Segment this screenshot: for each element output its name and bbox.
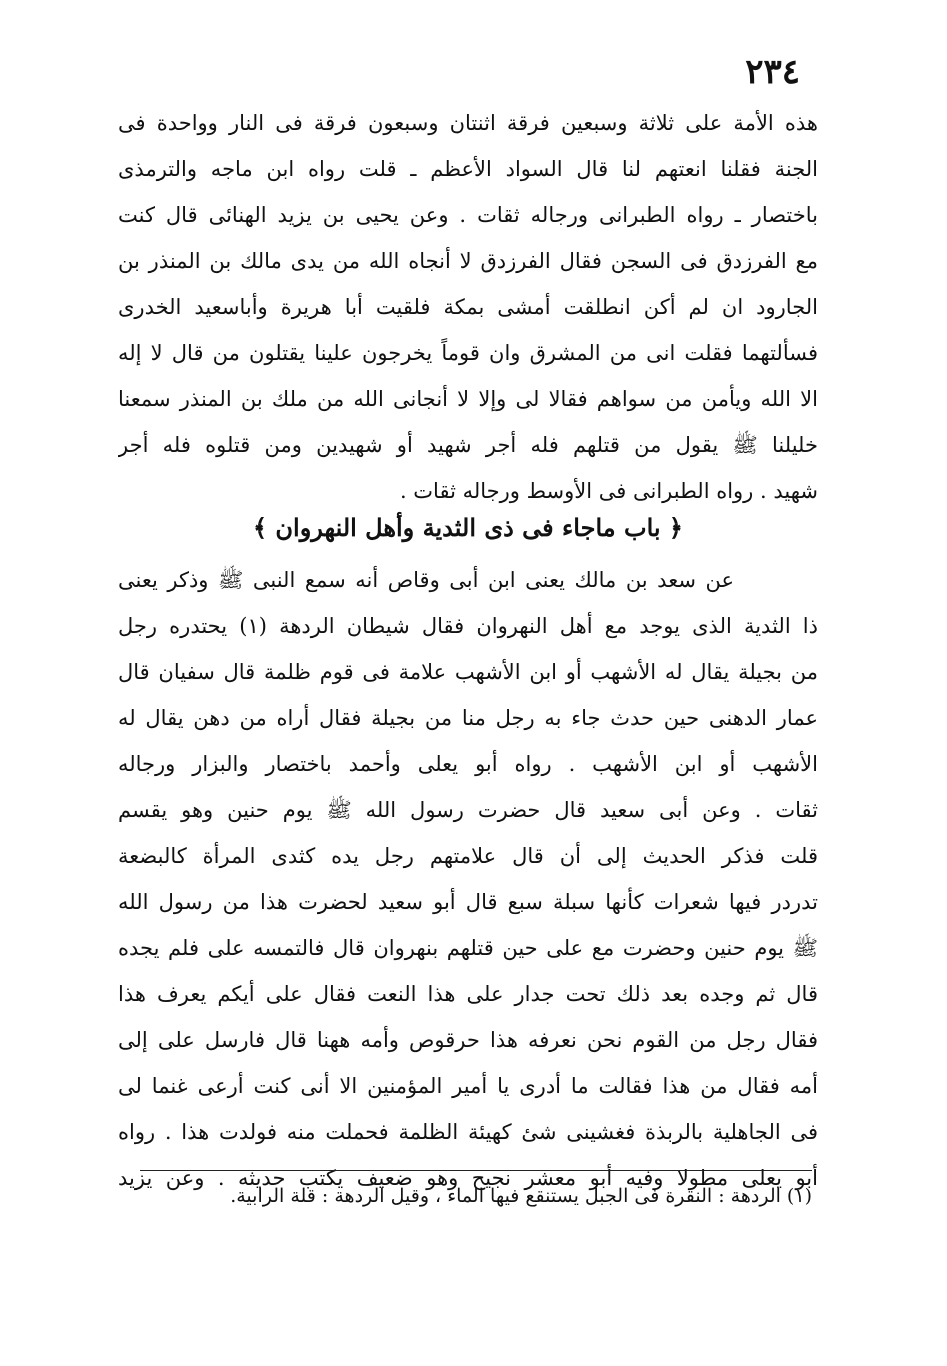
- text-block-top: [118, 100, 818, 514]
- text-line: أبو يعلى مطولا وفيه أبو معشر نجيح وهو ضعيف يكتب حديثه . وعن يزيد: [118, 1166, 818, 1190]
- text-line: هذه الأمة على ثلاثة وسبعين فرقة اثنتان وسبعون فرقة فى النار وواحدة فى: [118, 111, 818, 135]
- text-line: مع الفرزدق فى السجن فقال الفرزدق لا أنجاه الله من يدى مالك بن المنذر بن: [118, 249, 818, 273]
- text-block-chapter: [118, 557, 818, 1201]
- text-line: الجنة فقلنا انعتهم لنا قال السواد الأعظم ـ قلت رواه ابن ماجه والترمذى: [118, 157, 818, 181]
- page-number: ٢٣٤: [745, 52, 800, 92]
- chapter-heading: ﴿ باب ماجاء فى ذى الثدية وأهل النهروان ﴾: [253, 513, 683, 542]
- text-line: فقال رجل من القوم نحن نعرفه هذا حرقوص وأمه ههنا قال فارسل على إلى: [118, 1028, 818, 1052]
- text-line: قلت فذكر الحديث إلى أن قال علامتهم رجل يده كثدى المرأة كالبضعة: [118, 844, 818, 868]
- text-line: فسألتهما فقلت انى من المشرق وان قوماً يخرجون علينا يقتلون من قال لا إله: [118, 341, 818, 365]
- text-line: ﷺ يوم حنين وحضرت مع على حين قتلهم بنهروان قال فالتمسه على فلم يجده: [118, 936, 818, 960]
- text-line: فى الجاهلية بالربذة فغشينى شئ كهيئة الظلمة فحملت منه فولدت هذا . رواه: [118, 1120, 818, 1144]
- footnote: (١) الردهة : النقرة فى الجبل يستنقع فيها الماء ، وقيل الردهة : قلة الرابية.: [230, 1185, 812, 1207]
- text-line: الا الله ويأمن من سواهم فقالا لى وإلا لا أنجانى الله من ملك بن المنذر سمعنا: [118, 387, 818, 411]
- text-line: باختصار ـ رواه الطبرانى ورجاله ثقات . وعن يحيى بن يزيد الهنائى قال كنت: [118, 203, 818, 227]
- text-line: قال ثم وجده بعد ذلك تحت جدار على هذا النعت فقال على أيكم يعرف هذا: [118, 982, 818, 1006]
- text-line: ثقات . وعن أبى سعيد قال حضرت رسول الله ﷺ يوم حنين وهو يقسم: [118, 798, 818, 822]
- text-line: الأشهب أو ابن الأشهب . رواه أبو يعلى وأحمد باختصار والبزار ورجاله: [118, 752, 818, 776]
- footnote-divider: [140, 1170, 812, 1171]
- text-line: ذا الثدية الذى يوجد مع أهل النهروان فقال شيطان الردهة (١) يحتدره رجل: [118, 614, 818, 638]
- text-line: عمار الدهنى حين حدث جاء به رجل منا من بجيلة فقال أراه من دهن يقال له: [118, 706, 818, 730]
- text-line: الجارود ان لم أكن انطلقت أمشى بمكة فلقيت أبا هريرة وأباسعيد الخدرى: [118, 295, 818, 319]
- text-line: عن سعد بن مالك يعنى ابن أبى وقاص أنه سمع النبى ﷺ وذكر يعنى: [118, 568, 734, 592]
- text-line: من بجيلة يقال له الأشهب أو ابن الأشهب علامة فى قوم ظلمة قال سفيان قال: [118, 660, 818, 684]
- text-line: خليلنا ﷺ يقول من قتلهم فله أجر شهيد أو شهيدين ومن قتلوه فله أجر: [118, 433, 818, 457]
- text-line: تدردر فيها شعرات كأنها سبلة سبع قال أبو سعيد لحضرت هذا من رسول الله: [118, 890, 818, 914]
- text-line: أمه فقال من هذا فقالت ما أدرى يا أمير المؤمنين الا أنى كنت أرعى غنما لى: [118, 1074, 818, 1098]
- text-line: شهيد . رواه الطبرانى فى الأوسط ورجاله ثقات .: [399, 479, 818, 503]
